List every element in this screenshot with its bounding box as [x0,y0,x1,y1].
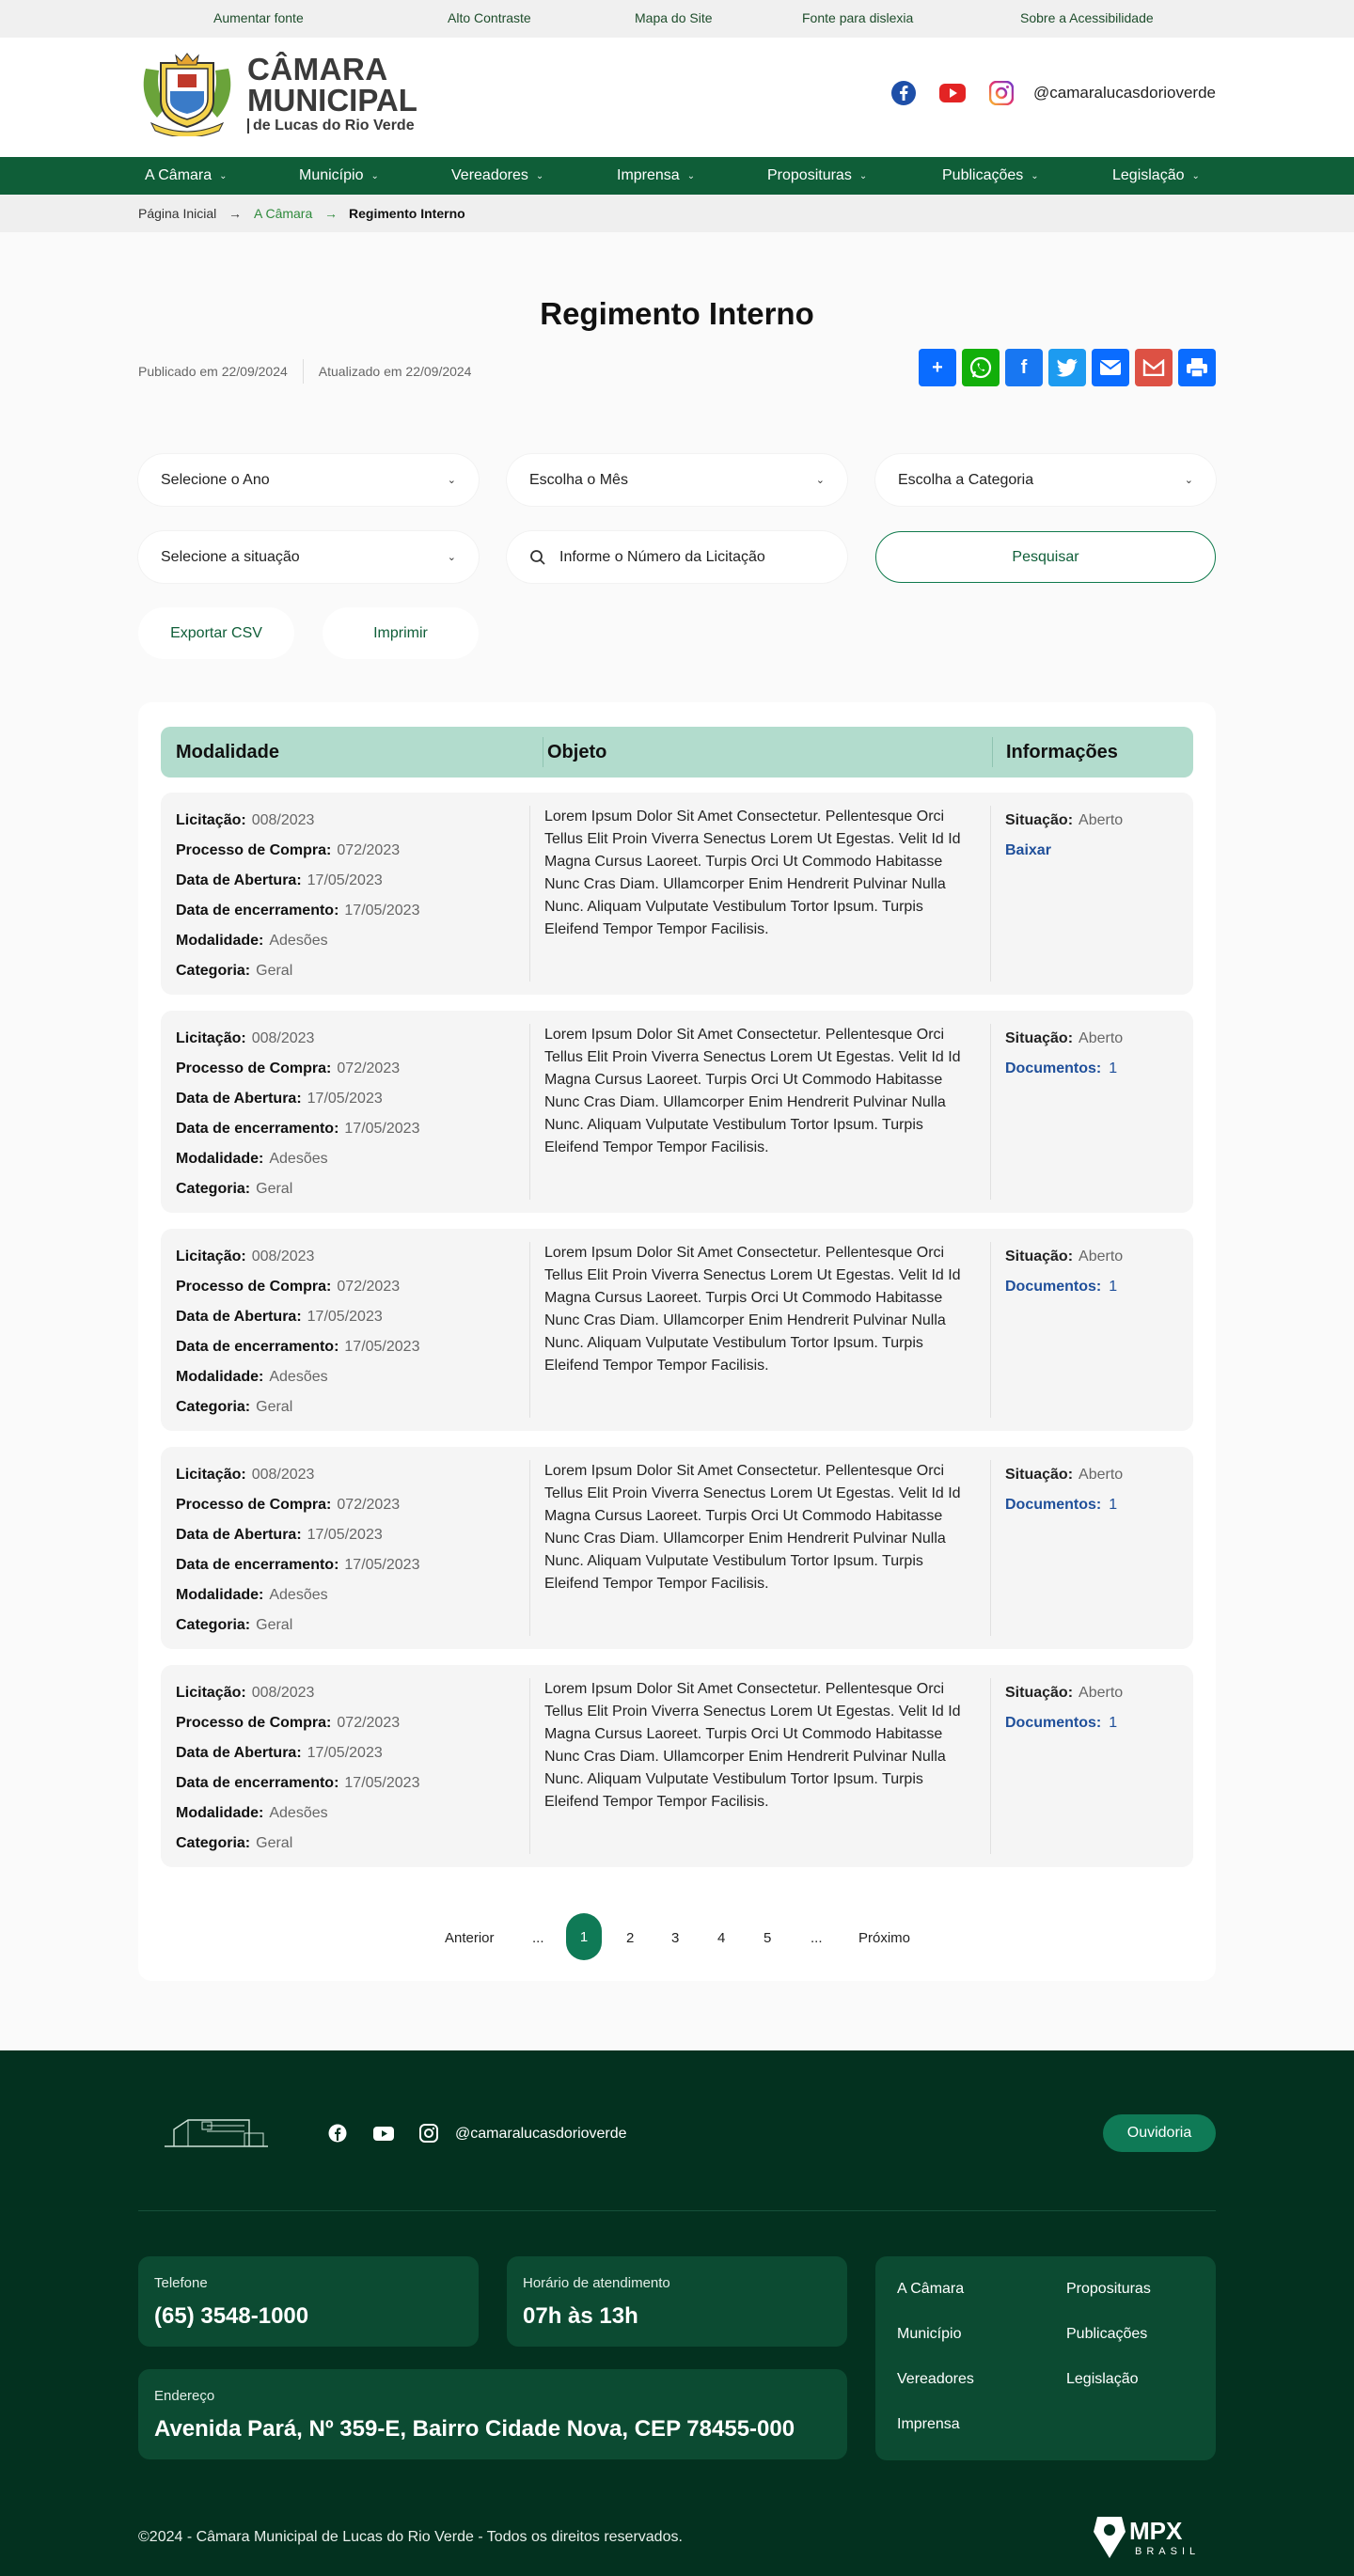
field-label: Licitação: [176,1249,246,1264]
categoria-field [176,1174,419,1204]
footer-instagram-icon[interactable] [419,2124,438,2147]
field-label: Processo de Compra: [176,842,332,858]
categoria-field [176,1610,419,1641]
row-info-cell [1005,1024,1123,1084]
abertura-field [176,1520,419,1550]
logo-line-3: de Lucas do Rio Verde [247,118,417,134]
field-value: Aberto [1078,1030,1124,1046]
nav-item-legislacao[interactable] [1112,167,1200,184]
situacao-field [1005,1460,1123,1490]
field-value: 17/05/2023 [344,1121,420,1137]
field-value: Geral [256,1399,293,1415]
field-value: 072/2023 [337,1279,401,1295]
table-row [161,1665,1193,1867]
search-button[interactable]: Pesquisar [875,531,1216,583]
field-value: Adesões [269,1587,328,1603]
footer-divider [138,2210,1216,2211]
pagination-page[interactable]: 3 [671,1930,680,1946]
row-info-cell [1005,1678,1123,1738]
high-contrast-link[interactable]: Alto Contraste [448,10,531,25]
field-value: 072/2023 [337,1715,401,1731]
field-value: 008/2023 [251,1467,315,1483]
hours-box [507,2256,847,2347]
field-label: Data de encerramento: [176,1339,339,1355]
processo-field [176,1708,419,1738]
field-value: 072/2023 [337,842,401,858]
field-label: Documentos: [1005,1497,1102,1513]
licitacao-field [176,1460,419,1490]
field-label: Situação: [1005,812,1074,828]
field-value: Adesões [269,1805,328,1821]
row-modalidade-cell [176,1678,419,1859]
documents-link[interactable] [1005,1708,1123,1738]
arrow-right-icon: → [228,206,242,221]
bid-number-placeholder: Informe o Número da Licitação [559,548,765,565]
field-label: Modalidade: [176,1805,264,1821]
status-select-label: Selecione a situação [161,548,300,565]
field-label: Processo de Compra: [176,1497,332,1513]
footer-link-legislacao[interactable]: Legislação [1066,2371,1139,2387]
field-label: Data de Abertura: [176,1091,302,1107]
licitacao-field [176,1678,419,1708]
twitter-icon[interactable] [1048,349,1086,386]
field-value: Adesões [269,1369,328,1385]
chevron-down-icon: ⌄ [1184,475,1193,486]
field-label: Categoria: [176,1835,251,1851]
cell-divider [529,1678,530,1854]
hours-label: Horário de atendimento [523,2275,670,2291]
situacao-field [1005,806,1123,836]
table-row [161,1011,1193,1213]
footer-link-municipio[interactable]: Município [897,2326,962,2342]
logo-wordmark [247,51,417,134]
footer-links [875,2256,1216,2460]
coat-of-arms-icon [138,50,236,136]
whatsapp-icon[interactable] [962,349,1000,386]
address-label: Endereço [154,2388,215,2404]
cell-divider [990,1024,991,1200]
documents-link[interactable] [1005,1054,1123,1084]
cell-divider [529,806,530,982]
encerramento-field [176,1550,419,1580]
field-label: Processo de Compra: [176,1279,332,1295]
field-label: Data de Abertura: [176,1745,302,1761]
field-label: Documentos: [1005,1715,1102,1731]
cell-divider [990,1460,991,1636]
field-label: Categoria: [176,1617,251,1633]
chevron-down-icon: ⌄ [370,170,379,181]
pagination-page[interactable]: 4 [717,1930,726,1946]
row-info-cell [1005,1460,1123,1520]
pagination-page[interactable]: 2 [626,1930,635,1946]
nav-item-vereadores[interactable] [451,167,543,184]
nav-item-municipio[interactable] [299,167,379,184]
footer-facebook-icon[interactable] [328,2124,347,2147]
chevron-down-icon: ⌄ [815,475,825,486]
field-value: Adesões [269,1151,328,1167]
documents-link[interactable] [1005,1272,1123,1302]
row-info-cell [1005,1242,1123,1302]
field-label: Processo de Compra: [176,1715,332,1731]
cell-divider [990,1678,991,1854]
social-handle[interactable]: @camaralucasdorioverde [1033,84,1216,102]
address-box [138,2369,847,2459]
chevron-down-icon: ⌄ [535,170,544,181]
field-value: 17/05/2023 [307,1527,383,1543]
share-buttons [919,349,1216,386]
field-value: Adesões [269,933,328,949]
modalidade-field [176,1798,419,1829]
header-objeto: Objeto [547,742,607,762]
documents-link[interactable] [1005,1490,1123,1520]
field-label: Data de Abertura: [176,1309,302,1325]
table-row [161,1447,1193,1649]
field-value: Aberto [1078,1249,1124,1264]
arrow-right-icon: → [324,206,338,221]
site-footer [0,2050,1354,2576]
row-modalidade-cell [176,1242,419,1422]
breadcrumb-current: Regimento Interno [349,206,465,221]
categoria-field [176,1829,419,1859]
abertura-field [176,1084,419,1114]
building-logo-icon [160,2113,273,2155]
field-label: Categoria: [176,1399,251,1415]
breadcrumb-home[interactable]: Página Inicial [138,206,217,221]
main-nav [0,157,1354,195]
field-value: 17/05/2023 [344,903,420,919]
cell-divider [990,1242,991,1418]
field-label: Licitação: [176,1685,246,1701]
documents-count: 1 [1109,1279,1118,1295]
nav-item-imprensa[interactable] [617,167,695,184]
licitacao-field [176,1242,419,1272]
field-value: 17/05/2023 [307,1745,383,1761]
situacao-field [1005,1024,1123,1054]
field-value: 008/2023 [251,1030,315,1046]
download-link[interactable]: Baixar [1005,842,1051,858]
header-divider [992,737,993,767]
nav-item-proposituras[interactable] [767,167,867,184]
publish-meta [138,359,471,384]
search-icon [529,549,546,566]
table-row [161,793,1193,995]
encerramento-field [176,1768,419,1798]
pagination-page[interactable]: 5 [764,1930,772,1946]
row-objeto-cell: Lorem Ipsum Dolor Sit Amet Consectetur. Pellentesque Orci Tellus Elit Proin Viverra Senectus Lorem Ut Egestas. Velit Id Id Magna Cursus Laoreet. Turpis Orci Ut Commodo Habitasse Nunc Cras Diam. Ullamcorper Enim Hendrerit Pulvinar Nulla Nunc. Aliquam Vulputate Vestibulum Tortor Ipsum. Turpis Eleifend Tempor Tempor Facilisis. [544,1027,961,1155]
field-value: 072/2023 [337,1497,401,1513]
categoria-field [176,956,419,986]
field-value: 008/2023 [251,1249,315,1264]
row-objeto-cell: Lorem Ipsum Dolor Sit Amet Consectetur. Pellentesque Orci Tellus Elit Proin Viverra Senectus Lorem Ut Egestas. Velit Id Id Magna Cursus Laoreet. Turpis Orci Ut Commodo Habitasse Nunc Cras Diam. Ullamcorper Enim Hendrerit Pulvinar Nulla Nunc. Aliquam Vulputate Vestibulum Tortor Ipsum. Turpis Eleifend Tempor Tempor Facilisis. [544,809,961,937]
breadcrumb-section[interactable]: A Câmara [254,206,313,221]
field-label: Situação: [1005,1685,1074,1701]
share-facebook-icon[interactable]: f [1005,349,1043,386]
nav-label: Município [299,167,364,183]
status-select[interactable] [138,531,479,583]
print-icon[interactable] [1178,349,1216,386]
field-label: Data de encerramento: [176,1121,339,1137]
field-label: Data de encerramento: [176,903,339,919]
chevron-down-icon: ⌄ [447,552,456,563]
footer-social-handle[interactable]: @camaralucasdorioverde [455,2126,627,2142]
field-value: 17/05/2023 [307,1091,383,1107]
category-select[interactable] [875,454,1216,506]
cell-divider [529,1024,530,1200]
svg-text:MPX: MPX [1129,2517,1183,2545]
svg-text:BRASIL: BRASIL [1135,2546,1201,2557]
print-button[interactable]: Imprimir [323,607,479,659]
header-informacoes: Informações [1006,742,1118,762]
nav-label: Imprensa [617,167,680,183]
logo-line-2: MUNICIPAL [247,82,417,118]
year-select[interactable] [138,454,479,506]
footer-link-proposituras[interactable]: Proposituras [1066,2281,1151,2297]
field-value: Geral [256,1617,293,1633]
field-label: Categoria: [176,1181,251,1197]
field-label: Modalidade: [176,1151,264,1167]
pagination-ellipsis: ... [811,1930,823,1946]
documents-count: 1 [1109,1715,1118,1731]
footer-youtube-icon[interactable] [373,2127,394,2145]
breadcrumb [0,195,1354,232]
field-label: Documentos: [1005,1060,1102,1076]
field-label: Modalidade: [176,1369,264,1385]
field-label: Modalidade: [176,933,264,949]
field-value: 17/05/2023 [307,872,383,888]
nav-item-a-camara[interactable] [145,167,228,184]
year-select-label: Selecione o Ano [161,471,270,488]
field-value: 17/05/2023 [344,1557,420,1573]
pagination-next[interactable]: Próximo [858,1930,911,1946]
field-value: 008/2023 [251,812,315,828]
instagram-icon[interactable] [988,80,1015,106]
month-select-label: Escolha o Mês [529,471,628,488]
field-label: Licitação: [176,812,246,828]
export-csv-button[interactable]: Exportar CSV [138,607,294,659]
share-add-icon[interactable]: + [919,349,956,386]
abertura-field [176,866,419,896]
footer-link-vereadores[interactable]: Vereadores [897,2371,974,2387]
chevron-down-icon: ⌄ [1031,170,1039,181]
row-info-cell [1005,806,1123,866]
field-label: Licitação: [176,1467,246,1483]
email-icon[interactable] [1092,349,1129,386]
row-objeto-cell: Lorem Ipsum Dolor Sit Amet Consectetur. Pellentesque Orci Tellus Elit Proin Viverra Senectus Lorem Ut Egestas. Velit Id Id Magna Cursus Laoreet. Turpis Orci Ut Commodo Habitasse Nunc Cras Diam. Ullamcorper Enim Hendrerit Pulvinar Nulla Nunc. Aliquam Vulputate Vestibulum Tortor Ipsum. Turpis Eleifend Tempor Tempor Facilisis. [544,1681,961,1810]
field-value: Geral [256,963,293,979]
encerramento-field [176,1114,419,1144]
field-label: Data de encerramento: [176,1775,339,1791]
bids-table [138,702,1216,1981]
field-value: 17/05/2023 [344,1339,420,1355]
header-modalidade: Modalidade [176,742,280,762]
pagination-prev[interactable]: Anterior [445,1930,495,1946]
cell-divider [990,806,991,982]
meta-divider [303,359,304,384]
chevron-down-icon: ⌄ [1191,170,1200,181]
documents-count: 1 [1109,1060,1118,1076]
site-logo[interactable] [138,50,417,136]
logo-line-1: CÂMARA [247,51,388,86]
field-value: Aberto [1078,1467,1124,1483]
row-objeto-cell: Lorem Ipsum Dolor Sit Amet Consectetur. Pellentesque Orci Tellus Elit Proin Viverra Senectus Lorem Ut Egestas. Velit Id Id Magna Cursus Laoreet. Turpis Orci Ut Commodo Habitasse Nunc Cras Diam. Ullamcorper Enim Hendrerit Pulvinar Nulla Nunc. Aliquam Vulputate Vestibulum Tortor Ipsum. Turpis Eleifend Tempor Tempor Facilisis. [544,1463,961,1592]
footer-link-publicacoes[interactable]: Publicações [1066,2326,1148,2342]
chevron-down-icon: ⌄ [686,170,696,181]
situacao-field [1005,1242,1123,1272]
hours-value: 07h às 13h [523,2303,638,2329]
field-label: Data de Abertura: [176,1527,302,1543]
footer-link-a-camara[interactable]: A Câmara [897,2281,965,2297]
dyslexia-font-link[interactable]: Fonte para dislexia [802,10,914,25]
field-label: Modalidade: [176,1587,264,1603]
abertura-field [176,1302,419,1332]
published-date: Publicado em 22/09/2024 [138,364,288,379]
licitacao-field [176,1024,419,1054]
updated-date: Atualizado em 22/09/2024 [318,364,472,379]
field-label: Documentos: [1005,1279,1102,1295]
youtube-icon[interactable] [939,80,966,106]
field-label: Data de encerramento: [176,1557,339,1573]
phone-label: Telefone [154,2275,208,2291]
field-value: 072/2023 [337,1060,401,1076]
nav-label: Legislação [1112,167,1185,183]
nav-label: Proposituras [767,167,852,183]
processo-field [176,836,419,866]
field-value: 008/2023 [251,1685,315,1701]
field-label: Situação: [1005,1249,1074,1264]
documents-count: 1 [1109,1497,1118,1513]
nav-item-publicacoes[interactable] [942,167,1039,184]
gmail-icon[interactable] [1135,349,1173,386]
address-value: Avenida Pará, Nº 359-E, Bairro Cidade Nova, CEP 78455-000 [154,2416,795,2442]
category-select-label: Escolha a Categoria [898,471,1034,488]
field-label: Categoria: [176,963,251,979]
chevron-down-icon: ⌄ [447,475,456,486]
accessibility-bar [0,0,1354,38]
field-label: Data de Abertura: [176,872,302,888]
facebook-icon[interactable] [890,80,917,106]
modalidade-field [176,926,419,956]
table-row [161,1229,1193,1431]
row-modalidade-cell [176,806,419,986]
field-value: Geral [256,1835,293,1851]
phone-box [138,2256,479,2347]
field-label: Processo de Compra: [176,1060,332,1076]
site-header [0,38,1354,157]
increase-font-link[interactable]: Aumentar fonte [213,10,304,25]
field-value: Aberto [1078,812,1124,828]
ouvidoria-button[interactable]: Ouvidoria [1103,2114,1216,2152]
field-value: Aberto [1078,1685,1124,1701]
processo-field [176,1272,419,1302]
modalidade-field [176,1580,419,1610]
footer-link-imprensa[interactable]: Imprensa [897,2416,960,2432]
encerramento-field [176,896,419,926]
chevron-down-icon: ⌄ [858,170,868,181]
row-modalidade-cell [176,1460,419,1641]
pagination-ellipsis: ... [532,1930,544,1946]
nav-label: A Câmara [145,167,213,183]
licitacao-field [176,806,419,836]
nav-label: Publicações [942,167,1024,183]
modalidade-field [176,1144,419,1174]
processo-field [176,1054,419,1084]
chevron-down-icon: ⌄ [219,170,228,181]
bid-number-input[interactable] [507,531,847,583]
header-social [890,80,1216,106]
encerramento-field [176,1332,419,1362]
nav-label: Vereadores [451,167,528,183]
field-value: 17/05/2023 [307,1309,383,1325]
copyright: ©2024 - Câmara Municipal de Lucas do Rio Verde - Todos os direitos reservados. [138,2529,683,2545]
abertura-field [176,1738,419,1768]
sitemap-link[interactable]: Mapa do Site [635,10,713,25]
field-value: 17/05/2023 [344,1775,420,1791]
mpx-brasil-logo[interactable] [1094,2511,1216,2565]
accessibility-about-link[interactable]: Sobre a Acessibilidade [1020,10,1154,25]
pagination-page-current[interactable]: 1 [566,1913,602,1960]
row-objeto-cell: Lorem Ipsum Dolor Sit Amet Consectetur. Pellentesque Orci Tellus Elit Proin Viverra Senectus Lorem Ut Egestas. Velit Id Id Magna Cursus Laoreet. Turpis Orci Ut Commodo Habitasse Nunc Cras Diam. Ullamcorper Enim Hendrerit Pulvinar Nulla Nunc. Aliquam Vulputate Vestibulum Tortor Ipsum. Turpis Eleifend Tempor Tempor Facilisis. [544,1245,961,1374]
situacao-field [1005,1678,1123,1708]
field-value: Geral [256,1181,293,1197]
processo-field [176,1490,419,1520]
cell-divider [529,1460,530,1636]
table-header [161,727,1193,778]
phone-value[interactable]: (65) 3548-1000 [154,2303,309,2329]
field-label: Licitação: [176,1030,246,1046]
field-label: Situação: [1005,1030,1074,1046]
modalidade-field [176,1362,419,1392]
page-title: Regimento Interno [540,296,814,331]
categoria-field [176,1392,419,1422]
row-modalidade-cell [176,1024,419,1204]
cell-divider [529,1242,530,1418]
month-select[interactable] [507,454,847,506]
field-label: Situação: [1005,1467,1074,1483]
